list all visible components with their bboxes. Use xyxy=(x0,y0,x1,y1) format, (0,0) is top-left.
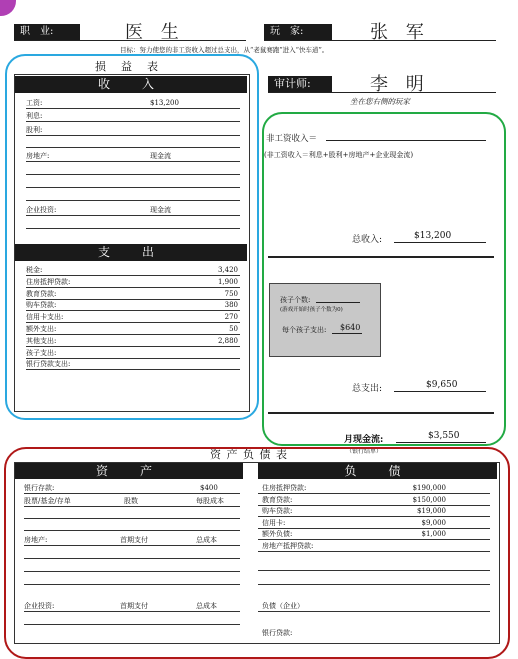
liability-value: $190,000 xyxy=(412,484,446,492)
income-value-realestate: 现金流 xyxy=(150,152,171,160)
shares-label: 股数 xyxy=(124,497,138,505)
expense-label: 教育贷款: xyxy=(26,289,57,298)
expense-header: 支 出 xyxy=(15,244,247,261)
liability-value: $150,000 xyxy=(412,495,446,504)
business-cost-label: 总成本 xyxy=(196,602,217,610)
total-cost-label: 总成本 xyxy=(196,536,217,544)
total-expense-value: $9,650 xyxy=(426,380,458,390)
liability-label: 信用卡: xyxy=(262,518,286,527)
expense-value: 1,900 xyxy=(217,277,238,286)
auditor-underline xyxy=(268,92,496,93)
expense-label: 信用卡支出: xyxy=(26,313,64,322)
goal-text: 目标：努力使您的非工资收入超过总支出，从“老鼠赛跑”进入“快车道”。 xyxy=(120,46,329,54)
liability-value: $9,000 xyxy=(421,518,446,527)
stocks-label: 股票/基金/存单 xyxy=(24,497,71,505)
expense-label: 其他支出: xyxy=(26,336,57,345)
balance-sheet-title: 资 产 负 债 表 xyxy=(210,448,288,461)
income-header: 收 入 xyxy=(15,76,247,93)
expense-label: 孩子支出: xyxy=(26,348,57,357)
per-child-label: 每个孩子支出: xyxy=(282,326,327,334)
expense-value: 750 xyxy=(224,289,238,298)
job-label: 职 业: xyxy=(14,24,80,40)
cashflow-value: $3,550 xyxy=(428,431,460,441)
income-label-salary: 工资: xyxy=(26,99,43,107)
income-label-realestate: 房地产: xyxy=(26,152,50,160)
per-child-value: $640 xyxy=(340,323,361,332)
cashflow-note: （银行结单） xyxy=(346,448,383,455)
expense-value: 3,420 xyxy=(217,266,238,274)
player-label: 玩 家: xyxy=(264,24,332,40)
income-label-business: 企业投资: xyxy=(26,206,57,214)
passive-income-formula: (非工资收入＝利息+股利+房地产+企业现金流) xyxy=(264,151,414,159)
savings-value: $400 xyxy=(200,484,218,492)
liability-label: 房地产抵押贷款: xyxy=(262,542,314,550)
player-underline xyxy=(264,40,496,41)
total-income-label: 总收入: xyxy=(352,235,383,245)
balance-sheet-highlight xyxy=(4,447,510,659)
passive-income-label: 非工资收入＝ xyxy=(266,134,318,144)
cashflow-label: 月现金流: xyxy=(344,435,384,445)
children-label: 孩子个数: xyxy=(280,296,311,304)
expense-value: 50 xyxy=(229,325,238,333)
real-estate-label: 房地产: xyxy=(24,536,48,544)
total-expense-label: 总支出: xyxy=(352,384,383,394)
liabilities-header: 负 债 xyxy=(258,463,497,479)
cost-per-share-label: 每股成本 xyxy=(196,497,224,505)
income-label-dividend: 股利: xyxy=(26,126,43,134)
children-note: (游戏开始时孩子个数为0) xyxy=(280,307,343,313)
income-value-salary: $13,200 xyxy=(150,99,179,107)
corner-marker xyxy=(0,0,16,16)
income-statement-title: 损 益 表 xyxy=(95,60,160,73)
liability-value: $19,000 xyxy=(417,507,446,516)
job-underline xyxy=(14,40,246,41)
expense-value: 270 xyxy=(224,313,238,322)
business-down-label: 首期支付 xyxy=(120,602,148,610)
player-value: 张 军 xyxy=(370,22,430,43)
liability-label: 住房抵押贷款: xyxy=(262,484,307,492)
total-income-value: $13,200 xyxy=(414,231,452,241)
expense-label: 住房抵押贷款: xyxy=(26,277,71,286)
expense-value: 2,880 xyxy=(217,336,238,345)
down-payment-label: 首期支付 xyxy=(120,536,148,544)
expense-label: 税金: xyxy=(26,266,43,274)
liability-label: 额外负债: xyxy=(262,530,293,539)
summary-highlight xyxy=(262,112,506,446)
expense-value: 380 xyxy=(224,301,238,310)
income-value-business: 现金流 xyxy=(150,206,171,214)
expense-label: 银行贷款支出: xyxy=(26,360,71,369)
auditor-note: 坐在您右侧的玩家 xyxy=(350,97,410,106)
business-label: 企业投资: xyxy=(24,602,55,610)
liability-label: 购车贷款: xyxy=(262,507,293,516)
auditor-label: 审计师: xyxy=(268,76,332,92)
liability-label: 教育贷款: xyxy=(262,495,293,504)
assets-header: 资 产 xyxy=(15,463,243,479)
job-value: 医 生 xyxy=(125,22,185,43)
expense-label: 额外支出: xyxy=(26,325,57,333)
expense-label: 购车贷款: xyxy=(26,301,57,310)
auditor-value: 李 明 xyxy=(370,74,430,95)
bank-loan-label: 银行贷款: xyxy=(262,629,293,637)
income-statement-highlight xyxy=(5,54,259,420)
business-liability-label: 负债（企业） xyxy=(262,602,304,610)
income-label-interest: 利息: xyxy=(26,112,43,120)
liability-value: $1,000 xyxy=(421,530,446,539)
savings-label: 银行存款: xyxy=(24,484,55,492)
